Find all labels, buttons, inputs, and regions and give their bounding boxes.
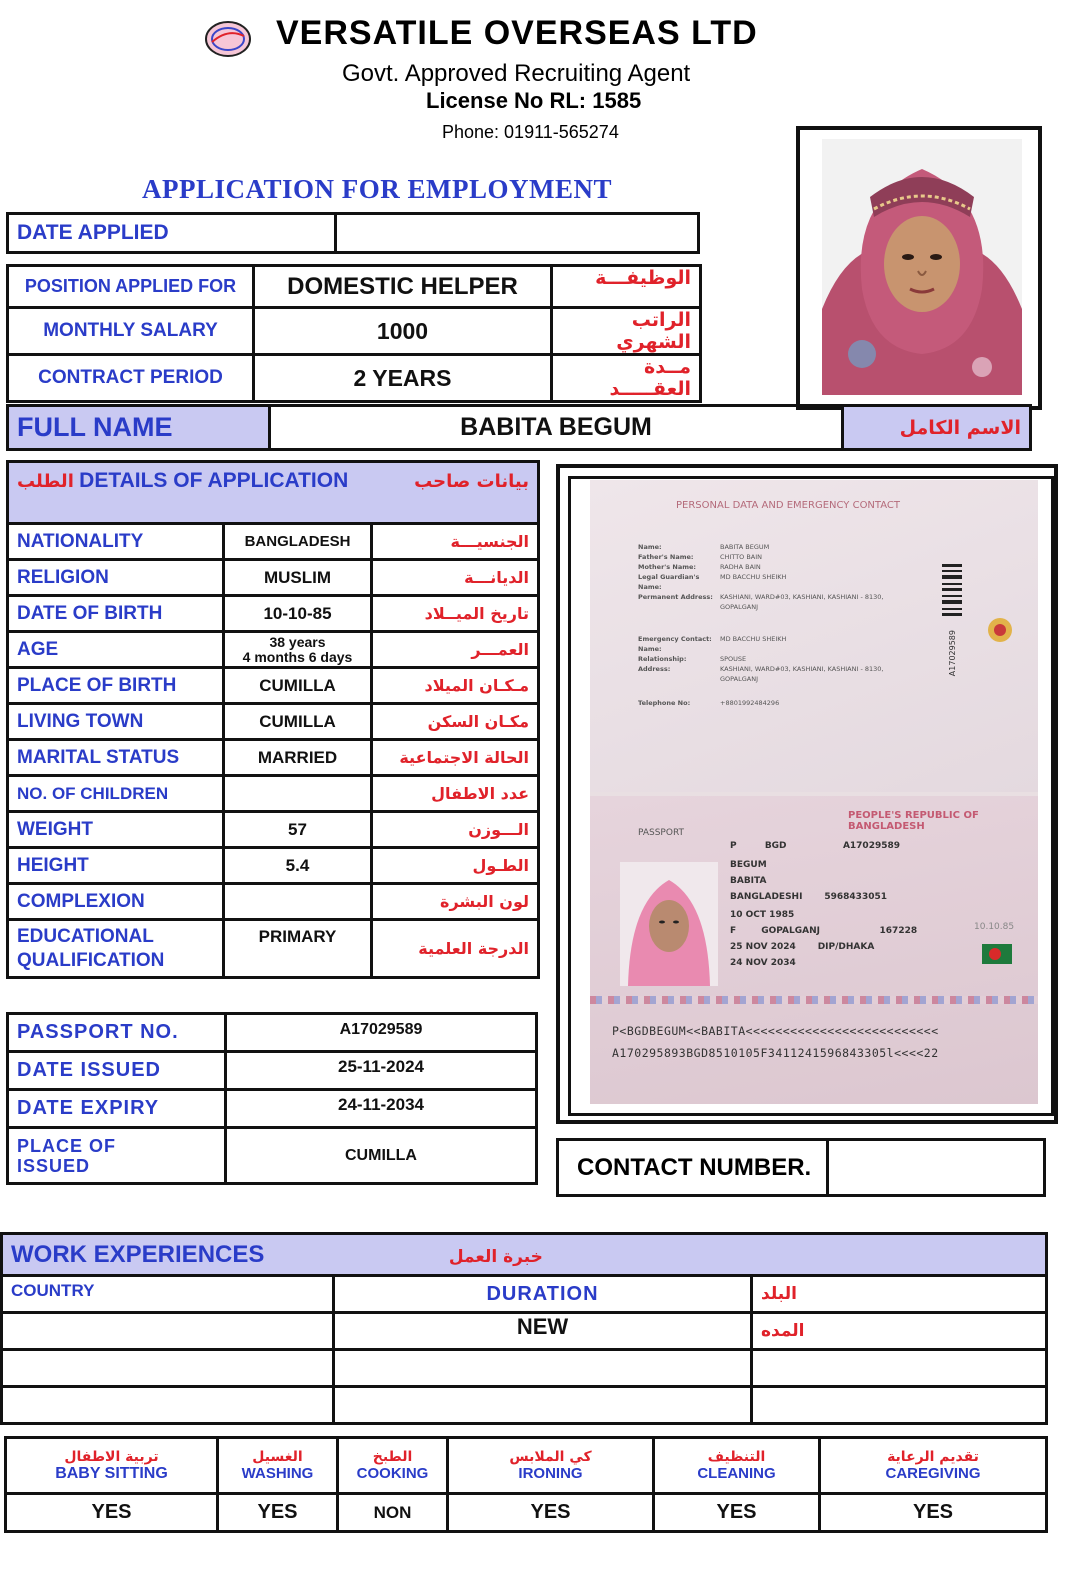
work-country bbox=[2, 1313, 334, 1350]
full-name-arabic: الاسم الكامل bbox=[843, 406, 1031, 450]
details-row-education bbox=[8, 920, 539, 978]
details-row-religion bbox=[8, 560, 539, 596]
row-label: LIVING TOWN bbox=[8, 704, 224, 740]
contract-label: CONTRACT PERIOD bbox=[8, 355, 254, 402]
details-row-children bbox=[8, 776, 539, 812]
pp-fields bbox=[638, 542, 968, 708]
pp-field-val: KASHIANI, WARD#03, KASHIANI, KASHIANI - 8130, GOPALGANJ bbox=[720, 665, 884, 683]
col-arabic-duration: المده bbox=[752, 1313, 1047, 1350]
full-name-label: FULL NAME bbox=[8, 406, 270, 450]
col-arabic-country: البلد bbox=[752, 1276, 1047, 1313]
details-row-height bbox=[8, 848, 539, 884]
skills-header bbox=[6, 1438, 1047, 1494]
row-value: 57 bbox=[224, 812, 372, 848]
skill-header bbox=[6, 1438, 218, 1494]
skill-label: WASHING bbox=[241, 1465, 314, 1482]
pp-surname: BEGUM bbox=[730, 860, 767, 870]
work-columns bbox=[2, 1276, 1047, 1313]
work-extra bbox=[752, 1350, 1047, 1387]
pp-top-title: PERSONAL DATA AND EMERGENCY CONTACT bbox=[676, 500, 901, 511]
row-arabic: لون البشرة bbox=[372, 884, 539, 920]
passport-label: DATE EXPIRY bbox=[8, 1090, 226, 1128]
skills-table bbox=[4, 1436, 1048, 1533]
salary-value: 1000 bbox=[254, 308, 552, 355]
work-extra bbox=[752, 1387, 1047, 1424]
work-label: WORK EXPERIENCES bbox=[11, 1240, 265, 1268]
pp-field-key: Relationship: bbox=[638, 655, 687, 663]
pp-field-val: CHITTO BAIN bbox=[720, 553, 763, 561]
position-label: POSITION APPLIED FOR bbox=[8, 266, 254, 308]
passport-table bbox=[6, 1012, 538, 1185]
skill-header bbox=[820, 1438, 1047, 1494]
company-subtitle: Govt. Approved Recruiting Agent bbox=[342, 60, 691, 87]
row-value: 5.4 bbox=[224, 848, 372, 884]
date-applied-label: DATE APPLIED bbox=[8, 214, 336, 253]
skill-arabic: تربية الاطفال bbox=[64, 1448, 159, 1465]
details-header-label: DETAILS OF APPLICATION bbox=[79, 469, 349, 492]
bd-emblem-icon bbox=[986, 616, 1014, 644]
contact-value bbox=[828, 1140, 1045, 1196]
passport-value: A17029589 bbox=[226, 1014, 537, 1052]
row-label: WEIGHT bbox=[8, 812, 224, 848]
details-row-dob bbox=[8, 596, 539, 632]
salary-arabic: الراتب الشهري bbox=[552, 308, 701, 355]
pp-mrz-line1: P<BGDBEGUM<<BABITA<<<<<<<<<<<<<<<<<<<<<<<<<< bbox=[612, 1024, 939, 1038]
pp-security-strip bbox=[590, 996, 1038, 1004]
pp-authority: DIP/DHAKA bbox=[817, 942, 875, 952]
pp-bio-photo bbox=[620, 862, 718, 986]
age-months: 4 months 6 days bbox=[242, 648, 353, 665]
skill-label: BABY SITTING bbox=[55, 1464, 168, 1482]
work-duration: NEW bbox=[334, 1313, 752, 1350]
work-row bbox=[2, 1387, 1047, 1424]
row-arabic: الحالة الاجتماعية bbox=[372, 740, 539, 776]
passport-value: 25-11-2024 bbox=[226, 1052, 537, 1090]
row-value: MUSLIM bbox=[224, 560, 372, 596]
row-arabic: تاريخ الميــلاد bbox=[372, 596, 539, 632]
position-table bbox=[6, 264, 702, 403]
pp-field-val: SPOUSE bbox=[720, 655, 747, 663]
contact-table bbox=[556, 1138, 1046, 1197]
row-value: BANGLADESH bbox=[224, 524, 372, 560]
company-logo bbox=[204, 20, 252, 58]
pp-prev: 167228 bbox=[879, 926, 918, 936]
passport-label: DATE ISSUED bbox=[8, 1052, 226, 1090]
work-country bbox=[2, 1350, 334, 1387]
pp-bio-fields bbox=[730, 840, 917, 970]
pp-dob: 10 OCT 1985 bbox=[730, 910, 795, 920]
company-name: VERSATILE OVERSEAS LTD bbox=[276, 14, 758, 52]
skill-label: CAREGIVING bbox=[885, 1465, 981, 1482]
pp-field-val: BABITA BEGUM bbox=[720, 543, 770, 551]
row-value: CUMILLA bbox=[224, 668, 372, 704]
pp-mrz bbox=[612, 1020, 939, 1064]
position-row bbox=[8, 266, 701, 308]
full-name-value: BABITA BEGUM bbox=[270, 406, 843, 450]
row-value: 10-10-85 bbox=[224, 596, 372, 632]
work-row bbox=[2, 1350, 1047, 1387]
pp-field-val: RADHA BAIN bbox=[720, 563, 761, 571]
skill-arabic: الطبخ bbox=[372, 1449, 413, 1465]
company-phone: Phone: 01911-565274 bbox=[442, 122, 619, 142]
work-row bbox=[2, 1313, 1047, 1350]
position-value: DOMESTIC HELPER bbox=[254, 266, 552, 308]
passport-row bbox=[8, 1014, 537, 1052]
skill-value: YES bbox=[6, 1494, 218, 1532]
pp-field-val: MD BACCHU SHEIKH bbox=[720, 635, 787, 643]
salary-label: MONTHLY SALARY bbox=[8, 308, 254, 355]
row-label: DATE OF BIRTH bbox=[8, 596, 224, 632]
contract-value: 2 YEARS bbox=[254, 355, 552, 402]
pp-nationality: BANGLADESHI bbox=[730, 892, 803, 902]
age-years: 38 years bbox=[269, 633, 326, 650]
work-header bbox=[2, 1234, 1047, 1276]
row-arabic: الديانـــة bbox=[372, 560, 539, 596]
passport-data-page bbox=[590, 480, 1038, 792]
details-header-arabic-left: الطلب bbox=[17, 471, 74, 492]
row-label: NO. OF CHILDREN bbox=[8, 776, 224, 812]
pp-field-val: MD BACCHU SHEIKH bbox=[720, 573, 787, 581]
pp-country-header: PEOPLE'S REPUBLIC OF BANGLADESH bbox=[848, 810, 979, 832]
skill-header bbox=[218, 1438, 338, 1494]
passport-row bbox=[8, 1090, 537, 1128]
row-label: EDUCATIONAL QUALIFICATION bbox=[8, 920, 224, 978]
row-label: RELIGION bbox=[8, 560, 224, 596]
details-row-marital bbox=[8, 740, 539, 776]
row-arabic: الجنسيـــة bbox=[372, 524, 539, 560]
pp-field-key: Mother's Name: bbox=[638, 563, 697, 571]
passport-row bbox=[8, 1128, 537, 1184]
details-row-weight bbox=[8, 812, 539, 848]
pp-ghost-dob: 10.10.85 bbox=[974, 922, 1015, 932]
pp-field-val: KASHIANI, WARD#03, KASHIANI, KASHIANI - 8130, GOPALGANJ bbox=[720, 593, 884, 611]
details-row-living-town bbox=[8, 704, 539, 740]
row-label: COMPLEXION bbox=[8, 884, 224, 920]
skill-header bbox=[448, 1438, 654, 1494]
passport-value: 24-11-2034 bbox=[226, 1090, 537, 1128]
details-row-pob bbox=[8, 668, 539, 704]
barcode-text: A17029589 bbox=[948, 630, 957, 677]
contact-label: CONTACT NUMBER. bbox=[558, 1140, 828, 1196]
row-arabic: مكـان السكن bbox=[372, 704, 539, 740]
pp-mrz-line2: A170295893BGD8510105F3411241596843305l<<<<22 bbox=[612, 1046, 939, 1060]
row-arabic: الدرجة العلمية bbox=[372, 920, 539, 978]
col-country: COUNTRY bbox=[2, 1276, 334, 1313]
skill-arabic: التنظيف bbox=[707, 1449, 766, 1465]
work-duration bbox=[334, 1350, 752, 1387]
work-arabic: خبرة العمل bbox=[448, 1246, 543, 1267]
details-header bbox=[8, 462, 539, 524]
passport-row bbox=[8, 1052, 537, 1090]
skill-value: NON bbox=[338, 1494, 448, 1532]
skill-value: YES bbox=[218, 1494, 338, 1532]
pp-code: BGD bbox=[764, 841, 787, 851]
skill-value: YES bbox=[448, 1494, 654, 1532]
skills-values bbox=[6, 1494, 1047, 1532]
skill-header bbox=[338, 1438, 448, 1494]
row-arabic: عدد الاطفال bbox=[372, 776, 539, 812]
details-row-complexion bbox=[8, 884, 539, 920]
work-experience-table bbox=[0, 1232, 1048, 1425]
pp-field-key: Permanent Address: bbox=[638, 593, 713, 601]
contract-arabic: مــدة العقـــــد bbox=[552, 355, 701, 402]
skill-value: YES bbox=[654, 1494, 820, 1532]
date-applied-table bbox=[6, 212, 700, 254]
row-value bbox=[224, 884, 372, 920]
applicant-photo bbox=[822, 139, 1022, 395]
pp-pob: GOPALGANJ bbox=[761, 926, 820, 936]
skill-label: COOKING bbox=[356, 1465, 429, 1482]
skill-label: IRONING bbox=[518, 1465, 583, 1482]
passport-bio-page bbox=[590, 796, 1038, 1104]
row-value: PRIMARY bbox=[224, 920, 372, 978]
row-label: AGE bbox=[8, 632, 224, 668]
work-country bbox=[2, 1387, 334, 1424]
row-label: NATIONALITY bbox=[8, 524, 224, 560]
pp-field-key: Father's Name: bbox=[638, 553, 694, 561]
pp-issue: 25 NOV 2024 bbox=[730, 942, 796, 952]
row-label: HEIGHT bbox=[8, 848, 224, 884]
position-arabic: الوظيفـــة bbox=[552, 266, 701, 308]
passport-label: PLACE OF ISSUED bbox=[8, 1128, 226, 1184]
pp-type: P bbox=[730, 841, 737, 851]
pp-field-key: Name: bbox=[638, 543, 662, 551]
row-arabic: الطـول bbox=[372, 848, 539, 884]
row-value bbox=[224, 632, 372, 668]
passport-scan bbox=[590, 480, 1038, 1104]
full-name-table bbox=[6, 404, 1032, 451]
skill-label: CLEANING bbox=[697, 1465, 776, 1482]
row-label: MARITAL STATUS bbox=[8, 740, 224, 776]
pp-field-key: Telephone No: bbox=[638, 699, 691, 707]
bd-flag-icon bbox=[982, 944, 1012, 964]
row-arabic: العمـــر bbox=[372, 632, 539, 668]
details-row-age bbox=[8, 632, 539, 668]
pp-field-key: Address: bbox=[638, 665, 671, 673]
work-duration bbox=[334, 1387, 752, 1424]
form-title: APPLICATION FOR EMPLOYMENT bbox=[142, 174, 612, 204]
passport-label: PASSPORT NO. bbox=[8, 1014, 226, 1052]
contract-row bbox=[8, 355, 701, 402]
pp-given: BABITA bbox=[730, 876, 767, 886]
pp-number: A17029589 bbox=[842, 841, 901, 851]
row-label: PLACE OF BIRTH bbox=[8, 668, 224, 704]
passport-value: CUMILLA bbox=[226, 1128, 537, 1184]
row-value: CUMILLA bbox=[224, 704, 372, 740]
pp-field-key: Emergency Contact: Name: bbox=[638, 635, 712, 653]
license-number: License No RL: 1585 bbox=[426, 88, 642, 113]
row-arabic: الـــوزن bbox=[372, 812, 539, 848]
pp-doc: PASSPORT bbox=[638, 828, 685, 838]
salary-row bbox=[8, 308, 701, 355]
date-applied-value bbox=[336, 214, 699, 253]
pp-sex: F bbox=[730, 926, 737, 936]
col-duration: DURATION bbox=[334, 1276, 752, 1313]
details-row-nationality bbox=[8, 524, 539, 560]
skill-value: YES bbox=[820, 1494, 1047, 1532]
skill-arabic: تقديم الرعاية bbox=[887, 1449, 979, 1465]
pp-expiry: 24 NOV 2034 bbox=[730, 958, 796, 968]
row-value: MARRIED bbox=[224, 740, 372, 776]
row-value bbox=[224, 776, 372, 812]
details-table bbox=[6, 460, 540, 979]
skill-arabic: الغسيل bbox=[252, 1449, 303, 1465]
pp-field-key: Legal Guardian's Name: bbox=[638, 573, 700, 591]
skill-arabic: كي الملابس bbox=[509, 1449, 592, 1465]
skill-header bbox=[654, 1438, 820, 1494]
row-arabic: مـكـان الميلاد bbox=[372, 668, 539, 704]
pp-personal-no: 5968433051 bbox=[824, 892, 887, 902]
details-header-arabic-right: بيانات صاحب bbox=[414, 470, 529, 492]
pp-field-val: +8801992484296 bbox=[720, 699, 780, 707]
